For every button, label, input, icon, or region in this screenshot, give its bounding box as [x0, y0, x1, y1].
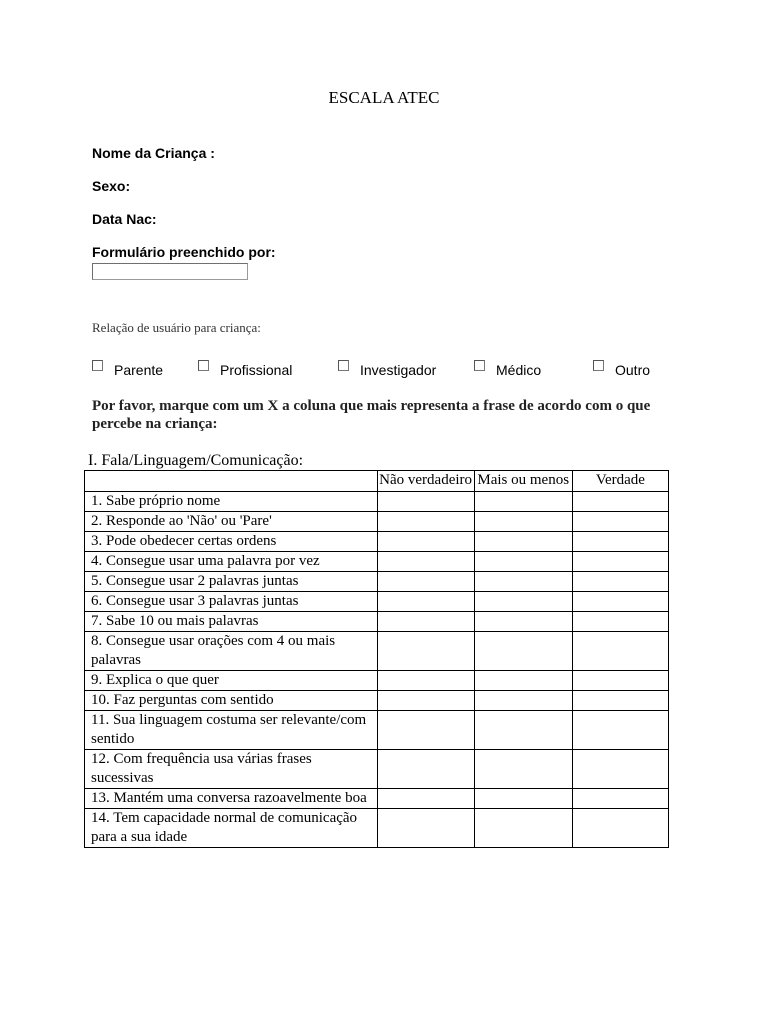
answer-cell-nao-verdadeiro[interactable] — [377, 592, 474, 612]
relation-option-parente[interactable] — [92, 357, 163, 379]
answer-cell-mais-ou-menos[interactable] — [474, 592, 572, 612]
answer-cell-nao-verdadeiro[interactable] — [377, 691, 474, 711]
item-text: 1. Sabe próprio nome — [85, 492, 378, 512]
answer-cell-verdade[interactable] — [572, 572, 668, 592]
relation-option-outro[interactable] — [593, 357, 650, 379]
checkbox-icon[interactable] — [593, 360, 604, 371]
table-row — [85, 532, 669, 552]
answer-cell-nao-verdadeiro[interactable] — [377, 532, 474, 552]
answer-cell-mais-ou-menos[interactable] — [474, 512, 572, 532]
relation-label: Relação de usuário para criança: — [92, 320, 261, 335]
table-row — [85, 572, 669, 592]
answer-cell-mais-ou-menos[interactable] — [474, 552, 572, 572]
table-row — [85, 750, 669, 789]
answer-cell-verdade[interactable] — [572, 691, 668, 711]
document-title: ESCALA ATEC — [328, 88, 440, 107]
answer-cell-nao-verdadeiro[interactable] — [377, 572, 474, 592]
filled-by-input[interactable] — [92, 263, 248, 280]
header-mais-ou-menos: Mais ou menos — [474, 471, 572, 492]
table-row — [85, 592, 669, 612]
answer-cell-verdade[interactable] — [572, 552, 668, 572]
table-row — [85, 789, 669, 809]
table-row — [85, 809, 669, 848]
checkbox-icon[interactable] — [198, 360, 209, 371]
item-text: 8. Consegue usar orações com 4 ou mais palavras — [85, 632, 378, 671]
answer-cell-verdade[interactable] — [572, 612, 668, 632]
answer-cell-mais-ou-menos[interactable] — [474, 750, 572, 789]
table-row — [85, 612, 669, 632]
answer-cell-nao-verdadeiro[interactable] — [377, 789, 474, 809]
table-row — [85, 632, 669, 671]
answer-cell-mais-ou-menos[interactable] — [474, 612, 572, 632]
answer-cell-verdade[interactable] — [572, 492, 668, 512]
table-row — [85, 711, 669, 750]
answer-cell-verdade[interactable] — [572, 789, 668, 809]
answer-cell-nao-verdadeiro[interactable] — [377, 612, 474, 632]
answer-cell-nao-verdadeiro[interactable] — [377, 671, 474, 691]
relation-option-investigador[interactable] — [338, 357, 436, 379]
answer-cell-nao-verdadeiro[interactable] — [377, 809, 474, 848]
checkbox-icon[interactable] — [474, 360, 485, 371]
relation-option-label: Médico — [496, 362, 542, 378]
answer-cell-mais-ou-menos[interactable] — [474, 809, 572, 848]
checkbox-icon[interactable] — [92, 360, 103, 371]
answer-cell-nao-verdadeiro[interactable] — [377, 552, 474, 572]
child-name-label: Nome da Criança : — [92, 145, 215, 161]
table-row — [85, 492, 669, 512]
checkbox-icon[interactable] — [338, 360, 349, 371]
filled-by-label: Formulário preenchido por: — [92, 244, 276, 260]
table-row — [85, 691, 669, 711]
item-text: 13. Mantém uma conversa razoavelmente boa — [85, 789, 378, 809]
relation-option-label: Profissional — [220, 362, 293, 378]
item-text: 11. Sua linguagem costuma ser relevante/com sentido — [85, 711, 378, 750]
item-text: 3. Pode obedecer certas ordens — [85, 532, 378, 552]
answer-cell-verdade[interactable] — [572, 711, 668, 750]
relation-option-label: Investigador — [360, 362, 437, 378]
table-body — [85, 492, 669, 848]
item-text: 5. Consegue usar 2 palavras juntas — [85, 572, 378, 592]
item-text: 7. Sabe 10 ou mais palavras — [85, 612, 378, 632]
answer-cell-nao-verdadeiro[interactable] — [377, 632, 474, 671]
answer-cell-verdade[interactable] — [572, 592, 668, 612]
section-title: I. Fala/Linguagem/Comunicação: — [88, 452, 304, 469]
answer-cell-verdade[interactable] — [572, 750, 668, 789]
answer-cell-nao-verdadeiro[interactable] — [377, 750, 474, 789]
answer-cell-mais-ou-menos[interactable] — [474, 691, 572, 711]
item-text: 10. Faz perguntas com sentido — [85, 691, 378, 711]
item-text: 4. Consegue usar uma palavra por vez — [85, 552, 378, 572]
item-text: 6. Consegue usar 3 palavras juntas — [85, 592, 378, 612]
answer-cell-mais-ou-menos[interactable] — [474, 572, 572, 592]
answer-cell-mais-ou-menos[interactable] — [474, 671, 572, 691]
header-nao-verdadeiro: Não verdadeiro — [377, 471, 474, 492]
sex-label: Sexo: — [92, 178, 131, 194]
item-text: 9. Explica o que quer — [85, 671, 378, 691]
answer-cell-mais-ou-menos[interactable] — [474, 711, 572, 750]
atec-table — [84, 470, 669, 848]
header-verdade: Verdade — [572, 471, 668, 492]
item-text: 12. Com frequência usa várias frases sucessivas — [85, 750, 378, 789]
answer-cell-mais-ou-menos[interactable] — [474, 789, 572, 809]
answer-cell-mais-ou-menos[interactable] — [474, 632, 572, 671]
table-row — [85, 512, 669, 532]
answer-cell-mais-ou-menos[interactable] — [474, 532, 572, 552]
answer-cell-verdade[interactable] — [572, 532, 668, 552]
answer-cell-verdade[interactable] — [572, 809, 668, 848]
answer-cell-mais-ou-menos[interactable] — [474, 492, 572, 512]
table-row — [85, 671, 669, 691]
answer-cell-verdade[interactable] — [572, 512, 668, 532]
answer-cell-nao-verdadeiro[interactable] — [377, 512, 474, 532]
instructions-text: Por favor, marque com um X a coluna que mais representa a frase de acordo com o que percebe na criança: — [92, 398, 651, 432]
relation-option-label: Parente — [114, 362, 164, 378]
relation-option-label: Outro — [615, 362, 651, 378]
relation-option-medico[interactable] — [474, 357, 541, 379]
answer-cell-nao-verdadeiro[interactable] — [377, 711, 474, 750]
item-text: 14. Tem capacidade normal de comunicação para a sua idade — [85, 809, 378, 848]
answer-cell-nao-verdadeiro[interactable] — [377, 492, 474, 512]
item-text: 2. Responde ao 'Não' ou 'Pare' — [85, 512, 378, 532]
answer-cell-verdade[interactable] — [572, 671, 668, 691]
answer-cell-verdade[interactable] — [572, 632, 668, 671]
table-row — [85, 552, 669, 572]
relation-option-profissional[interactable] — [198, 357, 292, 379]
table-header-row — [85, 471, 669, 492]
header-item-column — [85, 471, 378, 492]
birth-date-label: Data Nac: — [92, 211, 157, 227]
